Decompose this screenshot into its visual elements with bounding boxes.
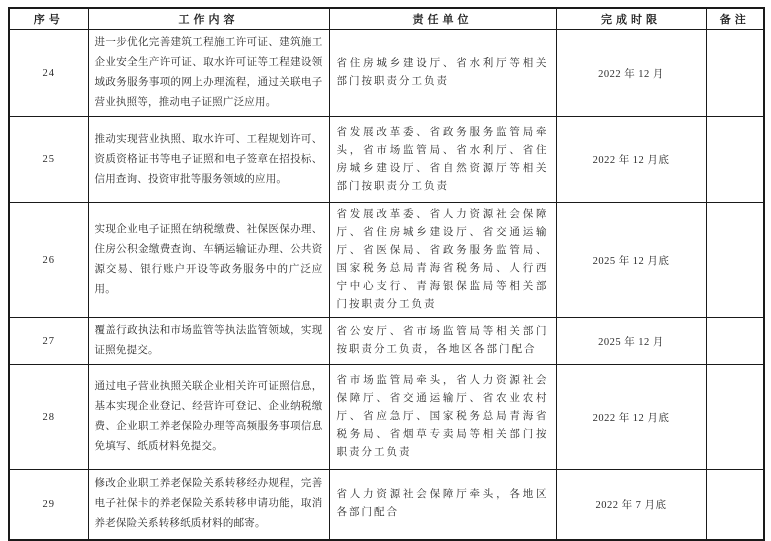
note-cell <box>706 30 764 117</box>
responsible-unit-cell: 省发展改革委、省政务服务监管局牵头，省市场监管局、省水利厅、省住房城乡建设厅、省自然资源厅等相关部门按职责分工负责 <box>329 117 556 203</box>
responsible-unit-cell: 省人力资源社会保障厅牵头，各地区各部门配合 <box>329 470 556 540</box>
deadline-cell: 2022 年 12 月 <box>556 30 706 117</box>
serial-cell: 29 <box>9 470 88 540</box>
work-content-cell: 推动实现营业执照、取水许可、工程规划许可、资质资格证书等电子证照和电子签章在招投标、信用查询、投资审批等服务领域的应用。 <box>88 117 329 203</box>
note-cell <box>706 318 764 365</box>
serial-cell: 28 <box>9 365 88 470</box>
column-header-content: 工作内容 <box>88 8 329 30</box>
serial-cell: 27 <box>9 318 88 365</box>
table-row-24 <box>9 30 764 117</box>
column-header-note: 备注 <box>706 8 764 30</box>
serial-cell: 24 <box>9 30 88 117</box>
column-header-serial: 序号 <box>9 8 88 30</box>
deadline-cell: 2022 年 12 月底 <box>556 365 706 470</box>
column-header-deadline: 完成时限 <box>556 8 706 30</box>
note-cell <box>706 117 764 203</box>
header-row <box>9 8 764 30</box>
responsible-unit-cell: 省住房城乡建设厅、省水利厅等相关部门按职责分工负责 <box>329 30 556 117</box>
serial-cell: 25 <box>9 117 88 203</box>
work-content-cell: 实现企业电子证照在纳税缴费、社保医保办理、住房公积金缴费查询、车辆运输证办理、公共资源交易、银行账户开设等政务服务中的广泛应用。 <box>88 203 329 318</box>
note-cell <box>706 203 764 318</box>
table-row-29 <box>9 470 764 540</box>
work-content-cell: 通过电子营业执照关联企业相关许可证照信息，基本实现企业登记、经营许可登记、企业纳税缴费、企业职工养老保险办理等高频服务事项信息免填写、纸质材料免提交。 <box>88 365 329 470</box>
work-items-table <box>8 7 765 541</box>
deadline-cell: 2022 年 7 月底 <box>556 470 706 540</box>
column-header-unit: 责任单位 <box>329 8 556 30</box>
note-cell <box>706 470 764 540</box>
note-cell <box>706 365 764 470</box>
responsible-unit-cell: 省公安厅、省市场监管局等相关部门按职责分工负责，各地区各部门配合 <box>329 318 556 365</box>
serial-cell: 26 <box>9 203 88 318</box>
deadline-cell: 2022 年 12 月底 <box>556 117 706 203</box>
deadline-cell: 2025 年 12 月底 <box>556 203 706 318</box>
table-row-28 <box>9 365 764 470</box>
work-content-cell: 修改企业职工养老保险关系转移经办规程，完善电子社保卡的养老保险关系转移申请功能，取消养老保险关系转移纸质材料的邮寄。 <box>88 470 329 540</box>
table-row-26 <box>9 203 764 318</box>
table-row-27 <box>9 318 764 365</box>
deadline-cell: 2025 年 12 月 <box>556 318 706 365</box>
work-content-cell: 覆盖行政执法和市场监管等执法监管领域，实现证照免提交。 <box>88 318 329 365</box>
work-content-cell: 进一步优化完善建筑工程施工许可证、建筑施工企业安全生产许可证、取水许可证等工程建设领域政务服务事项的网上办理流程，通过关联电子营业执照等，推动电子证照广泛应用。 <box>88 30 329 117</box>
responsible-unit-cell: 省发展改革委、省人力资源社会保障厅、省住房城乡建设厅、省交通运输厅、省医保局、省政务服务监管局、国家税务总局青海省税务局、人行西宁中心支行、青海银保监局等相关部门按职责分工负责 <box>329 203 556 318</box>
responsible-unit-cell: 省市场监管局牵头，省人力资源社会保障厅、省交通运输厅、省农业农村厅、省应急厅、国家税务总局青海省税务局、省烟草专卖局等相关部门按职责分工负责 <box>329 365 556 470</box>
table-row-25 <box>9 117 764 203</box>
